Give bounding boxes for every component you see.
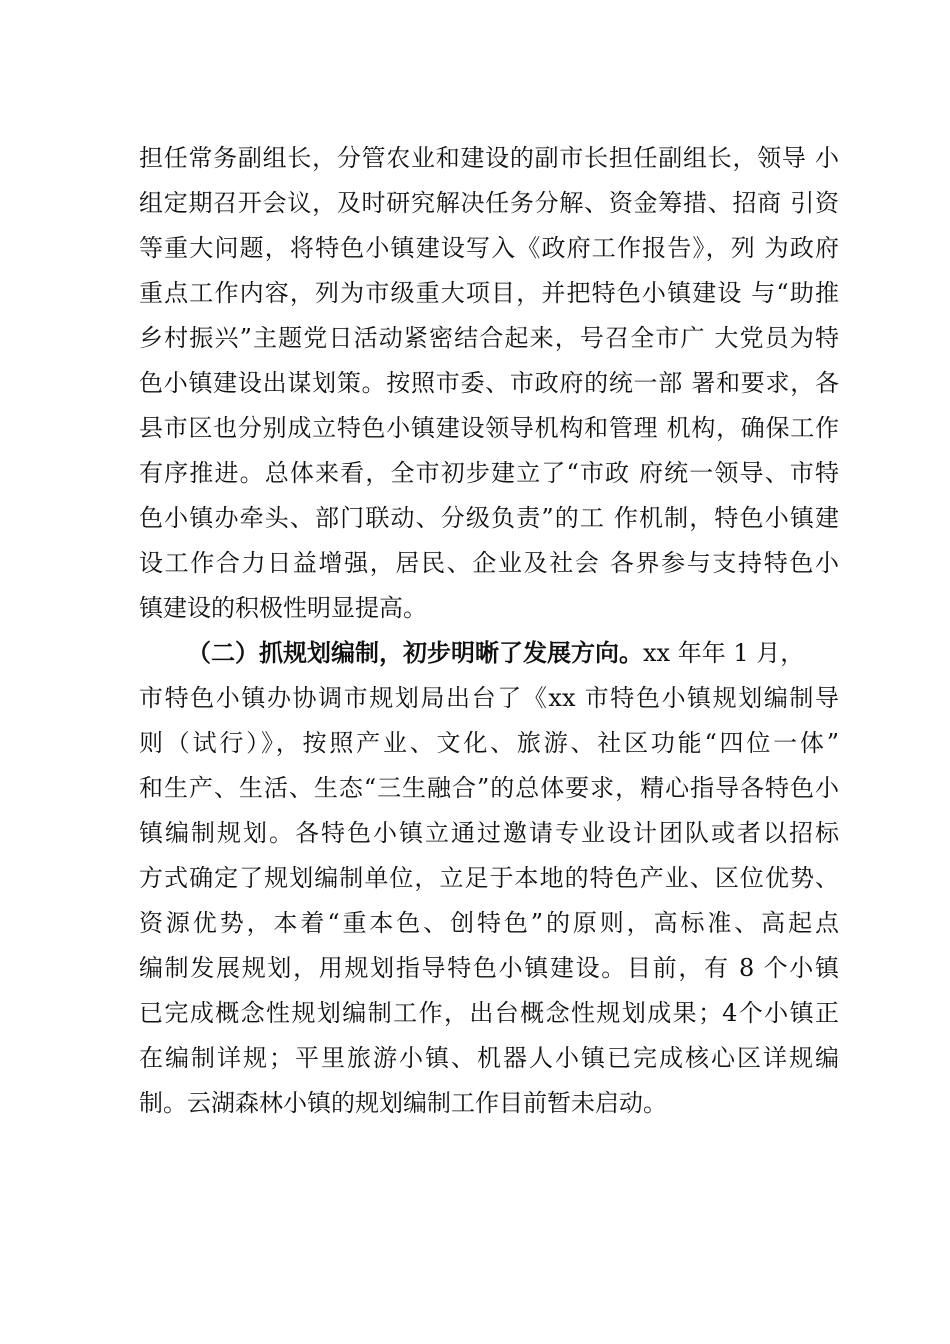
- paragraph2-line-4: 镇编制规划。各特色小镇立通过邀请专业设计团队或者以招标: [139, 819, 839, 847]
- paragraph2-line-2: 则（试行）》，按照产业、文化、旅游、社区功能“四位一体”: [139, 729, 839, 757]
- paragraph1-line-2: 组定期召开会议，及时研究解决任务分解、资金筹措、招商 引资: [139, 189, 839, 217]
- paragraph1-line-6: 色小镇建设出谋划策。按照市委、市政府的统一部 署和要求，各: [139, 369, 839, 397]
- paragraph1-line-1: 担任常务副组长，分管农业和建设的副市长担任副组长，领导 小: [139, 144, 839, 172]
- paragraph1-line-3: 等重大问题，将特色小镇建设写入《政府工作报告》，列 为政府: [139, 234, 839, 262]
- paragraph1-line-5: 乡村振兴”主题党日活动紧密结合起来，号召全市广 大党员为特: [139, 324, 839, 352]
- paragraph2-line-7: 编制发展规划，用规划指导特色小镇建设。目前，有 8 个小镇: [139, 954, 839, 982]
- paragraph2-first-line: [187, 631, 839, 675]
- paragraph1-line-10: 设工作合力日益增强，居民、企业及社会 各界参与支持特色小: [139, 549, 839, 577]
- paragraph2-line-3: 和生产、生活、生态“三生融合”的总体要求，精心指导各特色小: [139, 774, 839, 802]
- paragraph2-line-8: 已完成概念性规划编制工作，出台概念性规划成果；4个小镇正: [139, 999, 839, 1027]
- paragraph1-line-11: 镇建设的积极性明显提高。: [139, 594, 427, 622]
- section-heading: （二）抓规划编制，初步明晰了发展方向。: [187, 639, 643, 667]
- paragraph1-line-7: 县市区也分别成立特色小镇建设领导机构和管理 机构，确保工作: [139, 414, 839, 442]
- paragraph2-line-6: 资源优势，本着“重本色、创特色”的原则，高标准、高起点: [139, 909, 839, 937]
- paragraph1-line-4: 重点工作内容，列为市级重大项目，并把特色小镇建设 与“助推: [139, 279, 839, 307]
- paragraph2-line-1: 市特色小镇办协调市规划局出台了《xx 市特色小镇规划编制导: [139, 684, 839, 712]
- paragraph2-line-10: 制。云湖森林小镇的规划编制工作目前暂未启动。: [139, 1089, 667, 1117]
- paragraph2-line-5: 方式确定了规划编制单位，立足于本地的特色产业、区位优势、: [139, 864, 839, 892]
- paragraph2-line-9: 在编制详规；平里旅游小镇、机器人小镇已完成核心区详规编: [139, 1044, 839, 1072]
- paragraph1-line-8: 有序推进。总体来看，全市初步建立了“市政 府统一领导、市特: [139, 459, 839, 487]
- paragraph2-first-line-text: xx 年年 1 月，: [643, 639, 805, 667]
- paragraph1-line-9: 色小镇办牵头、部门联动、分级负责”的工 作机制，特色小镇建: [139, 504, 839, 532]
